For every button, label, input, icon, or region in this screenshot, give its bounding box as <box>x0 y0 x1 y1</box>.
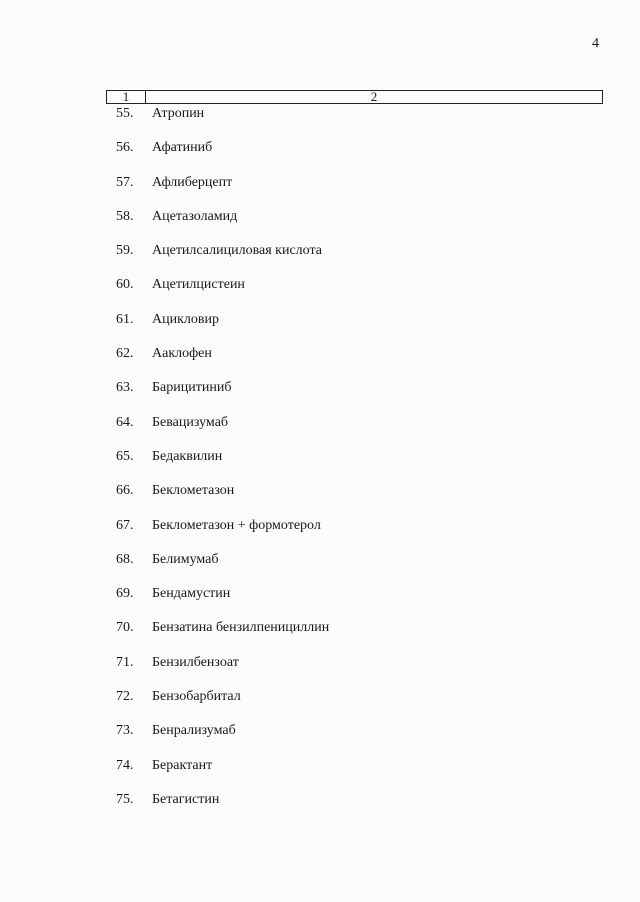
list-item <box>0 618 640 652</box>
table-header-col1: 1 <box>107 91 146 103</box>
item-name: Ацикловир <box>152 311 219 327</box>
list-item <box>0 481 640 515</box>
item-number: 60. <box>116 277 134 293</box>
item-name: Ацетазоламид <box>152 208 238 224</box>
item-name: Белимумаб <box>152 551 219 567</box>
item-number: 75. <box>116 791 134 807</box>
item-name: Бенрализумаб <box>152 723 236 739</box>
item-number: 72. <box>116 689 134 705</box>
item-number: 62. <box>116 346 134 362</box>
item-number: 68. <box>116 551 134 567</box>
item-number: 59. <box>116 243 134 259</box>
item-number: 61. <box>116 311 134 327</box>
list-item <box>0 378 640 412</box>
item-number: 71. <box>116 654 134 670</box>
list-item <box>0 653 640 687</box>
item-name: Бедаквилин <box>152 448 223 464</box>
list-item <box>0 207 640 241</box>
item-name: Бендамустин <box>152 586 231 602</box>
item-name: Бензатина бензилпенициллин <box>152 620 330 636</box>
item-number: 58. <box>116 208 134 224</box>
item-number: 67. <box>116 517 134 533</box>
list-item <box>0 310 640 344</box>
item-name: Бензобарбитал <box>152 689 241 705</box>
item-name: Барицитиниб <box>152 380 232 396</box>
page-number: 4 <box>592 36 599 51</box>
item-number: 70. <box>116 620 134 636</box>
drug-list <box>0 104 640 824</box>
item-number: 73. <box>116 723 134 739</box>
item-name: Ацетилцистеин <box>152 277 245 293</box>
item-name: Бензилбензоат <box>152 654 239 670</box>
list-item <box>0 790 640 824</box>
item-name: Беклометазон + формотерол <box>152 517 321 533</box>
item-name: Беклометазон <box>152 483 235 499</box>
list-item <box>0 721 640 755</box>
list-item <box>0 241 640 275</box>
list-item <box>0 756 640 790</box>
item-name: Атропин <box>152 106 205 121</box>
item-number: 57. <box>116 174 134 190</box>
item-name: Афлиберцепт <box>152 174 233 190</box>
table-header-col2: 2 <box>370 89 378 104</box>
list-item <box>0 584 640 618</box>
item-name: Бевацизумаб <box>152 414 229 430</box>
item-number: 55. <box>116 106 134 121</box>
item-name: Бетагистин <box>152 791 220 807</box>
list-item <box>0 447 640 481</box>
list-item <box>0 516 640 550</box>
list-item <box>0 138 640 172</box>
item-name: Берактант <box>152 757 213 773</box>
list-item <box>0 275 640 309</box>
list-item <box>0 687 640 721</box>
list-item <box>0 413 640 447</box>
item-name: Афатиниб <box>152 140 213 156</box>
list-item <box>0 173 640 207</box>
item-name: Ацетилсалициловая кислота <box>152 243 322 259</box>
item-name: Аaклофен <box>152 346 212 362</box>
item-number: 63. <box>116 380 134 396</box>
item-number: 66. <box>116 483 134 499</box>
item-number: 69. <box>116 586 134 602</box>
item-number: 65. <box>116 448 134 464</box>
table-header <box>106 90 603 104</box>
item-number: 64. <box>116 414 134 430</box>
list-item <box>0 344 640 378</box>
item-number: 74. <box>116 757 134 773</box>
list-item <box>0 104 640 138</box>
item-number: 56. <box>116 140 134 156</box>
list-item <box>0 550 640 584</box>
